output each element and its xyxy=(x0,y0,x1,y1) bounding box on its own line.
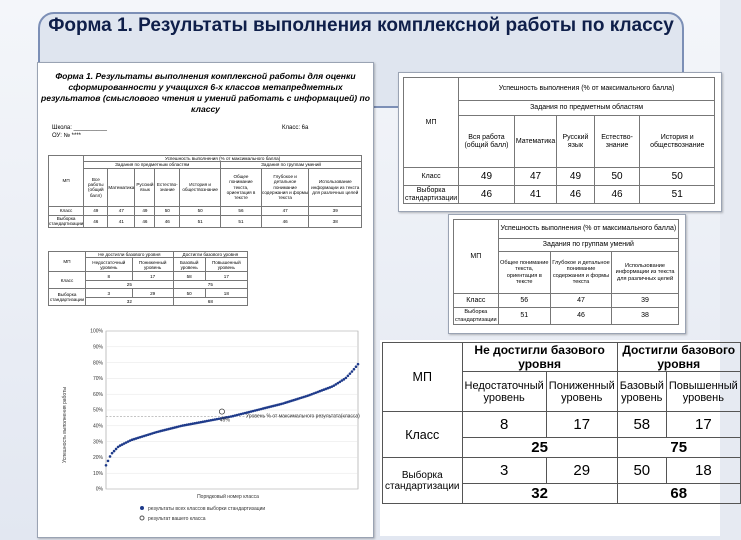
cell: 51 xyxy=(498,308,550,325)
cell: 8 xyxy=(462,412,546,438)
level-header: Недостаточный уровень xyxy=(86,258,133,272)
level-header: Пониженный уровень xyxy=(546,372,617,412)
cell: 46 xyxy=(557,186,594,204)
skills-table-paper xyxy=(448,214,686,334)
column-header: История и обществознание xyxy=(640,116,715,168)
cell: 50 xyxy=(640,168,715,186)
row-label: Выборка стандартизации xyxy=(49,215,84,227)
group-cell: Задания по предметным областям xyxy=(459,101,715,116)
total-cell: 75 xyxy=(173,281,247,289)
cell: 18 xyxy=(205,289,247,298)
level-header: Повышенный уровень xyxy=(666,372,740,412)
cell: 47 xyxy=(108,206,135,215)
series-point xyxy=(113,450,116,453)
y-tick-label: 30% xyxy=(92,439,103,446)
column-header: Математика xyxy=(108,168,135,206)
y-tick-label: 0% xyxy=(95,486,103,493)
column-header: Общее понимание текста, ориентация в тексте xyxy=(498,252,550,294)
cell: 3 xyxy=(462,458,546,484)
row-label: Выборка стандартизации xyxy=(405,186,458,202)
row-label: Класс xyxy=(454,294,499,308)
subject-group-cell: Задания по предметным областям xyxy=(84,162,221,168)
series-point xyxy=(353,368,356,371)
chart-note: Уровень % от максимального результата(класса) xyxy=(245,413,360,420)
cell: 8 xyxy=(86,272,133,281)
series-point xyxy=(109,455,112,458)
group-cell: Задания по группам умений xyxy=(498,239,678,252)
series-point xyxy=(345,377,348,380)
total-cell: 25 xyxy=(86,281,174,289)
subject-table-paper xyxy=(398,72,722,212)
series-point xyxy=(351,370,354,373)
y-tick-label: 20% xyxy=(92,455,103,462)
row-label: Класс xyxy=(49,272,86,289)
legend-marker-class xyxy=(140,516,144,520)
skills-table xyxy=(453,219,679,325)
column-header: Глубокое и детальное понимание содержания и формы текста xyxy=(550,252,611,294)
cell: 3 xyxy=(86,289,133,298)
school-label: Школа: __________ xyxy=(52,125,107,131)
row-label: Выборка стандартизации xyxy=(383,458,463,504)
level-header: Базовый уровень xyxy=(617,372,666,412)
y-tick-label: 60% xyxy=(92,391,103,398)
cell: 50 xyxy=(594,168,640,186)
cell: 17 xyxy=(205,272,247,281)
total-cell: 75 xyxy=(617,438,740,458)
cell: 47 xyxy=(261,206,309,215)
cell: 46 xyxy=(261,215,309,227)
legend-all: результаты всех классов выборки стандартизации xyxy=(148,506,266,512)
success-chart xyxy=(58,325,363,533)
series-point xyxy=(347,374,350,377)
cell: 41 xyxy=(108,215,135,227)
series-point xyxy=(105,464,108,467)
total-cell: 68 xyxy=(173,298,247,306)
series-point xyxy=(115,448,118,451)
legend-class: результат вашего класса xyxy=(148,516,206,522)
cell: 50 xyxy=(173,289,205,298)
column-header: Русский язык xyxy=(135,168,155,206)
header-cell: Успешность выполнения (% от максимального балла) xyxy=(459,78,715,101)
ou-label: ОУ: № **** xyxy=(52,133,82,139)
cell: 49 xyxy=(135,206,155,215)
y-tick-label: 70% xyxy=(92,376,103,383)
document-page xyxy=(37,62,374,538)
chart-x-label: Порядковый номер класса xyxy=(197,494,259,500)
mp-cell: МП xyxy=(454,220,499,294)
row-label: Класс xyxy=(49,206,84,215)
cell: 56 xyxy=(221,206,262,215)
cell: 46 xyxy=(459,186,515,204)
cell: 56 xyxy=(498,294,550,308)
not-reached-header: Не достигли базового уровня xyxy=(86,252,174,258)
cell: 51 xyxy=(180,215,221,227)
cell: 39 xyxy=(612,294,679,308)
column-header: Математика xyxy=(514,116,556,168)
header-cell: Успешность выполнения (% от максимального балла) xyxy=(498,220,678,239)
column-header: История и обществознание xyxy=(180,168,221,206)
column-header: Естество-знание xyxy=(155,168,180,206)
cell: 50 xyxy=(155,206,180,215)
cell: 17 xyxy=(546,412,617,438)
y-tick-label: 100% xyxy=(90,328,103,335)
cell: 49 xyxy=(459,168,515,186)
series-point xyxy=(107,460,110,463)
document-heading: Форма 1. Результаты выполнения комплексной работы для оценки сформированности у учащихся 6-х классов метапредметных результатов (смыслового чтения и умений работать с информацией) по классу xyxy=(40,71,370,114)
series-point xyxy=(111,452,114,455)
class-result-label: 49% xyxy=(219,417,230,424)
level-header: Повышенный уровень xyxy=(205,258,247,272)
column-header: Естество-знание xyxy=(594,116,640,168)
column-header: Использование информации из текста для различных целей xyxy=(612,252,679,294)
cell: 41 xyxy=(514,186,556,204)
mp-cell: МП xyxy=(383,343,463,412)
not-reached-header: Не достигли базового уровня xyxy=(462,343,617,372)
total-cell: 68 xyxy=(617,484,740,504)
level-header: Недостаточный уровень xyxy=(462,372,546,412)
cell: 29 xyxy=(546,458,617,484)
cell: 51 xyxy=(221,215,262,227)
total-cell: 32 xyxy=(462,484,617,504)
y-tick-label: 90% xyxy=(92,344,103,351)
cell: 47 xyxy=(550,294,611,308)
column-header: Русский язык xyxy=(557,116,594,168)
column-header: Использование информации из текста для различных целей xyxy=(309,168,362,206)
cell: 46 xyxy=(135,215,155,227)
cell: 38 xyxy=(309,215,362,227)
y-tick-label: 50% xyxy=(92,407,103,414)
level-table-paper xyxy=(380,340,738,536)
level-table xyxy=(382,342,741,504)
column-header: Вся работа (общий балл) xyxy=(459,116,515,168)
mp-cell: МП xyxy=(49,252,86,272)
cell: 49 xyxy=(557,168,594,186)
header-cell: Успешность выполнения (% от максимального балла) xyxy=(84,156,362,162)
row-label: Выборка стандартизации xyxy=(455,309,497,323)
cell: 38 xyxy=(612,308,679,325)
cell: 49 xyxy=(84,206,108,215)
row-label: Класс xyxy=(383,412,463,458)
class-result-point xyxy=(219,409,224,414)
total-cell: 32 xyxy=(86,298,174,306)
cell: 51 xyxy=(640,186,715,204)
series-point xyxy=(355,365,358,368)
cell: 17 xyxy=(132,272,173,281)
total-cell: 25 xyxy=(462,438,617,458)
class-label: Класс: 6а xyxy=(282,125,309,131)
cell: 18 xyxy=(666,458,740,484)
chart-y-label: Успешность выполнения работы xyxy=(62,387,68,463)
column-header: Глубокое и детальное понимание содержания и формы текста xyxy=(261,168,309,206)
cell: 46 xyxy=(594,186,640,204)
cell: 50 xyxy=(180,206,221,215)
column-header: Все работы (общий балл) xyxy=(84,168,108,206)
row-label: Выборка стандартизации xyxy=(49,289,86,306)
chart-plot xyxy=(90,329,360,493)
cell: 46 xyxy=(84,215,108,227)
legend-marker-all xyxy=(140,506,144,510)
reached-header: Достигли базового уровня xyxy=(173,252,247,258)
cell: 17 xyxy=(666,412,740,438)
mp-cell: МП xyxy=(49,156,84,207)
level-header: Базовый уровень xyxy=(173,258,205,272)
row-label: Класс xyxy=(404,168,459,186)
results-table-small xyxy=(48,155,362,228)
column-header: Общее понимание текста, ориентация в тексте xyxy=(221,168,262,206)
cell: 58 xyxy=(173,272,205,281)
cell: 58 xyxy=(617,412,666,438)
cell: 46 xyxy=(155,215,180,227)
level-table-small xyxy=(48,251,248,306)
cell: 39 xyxy=(309,206,362,215)
cell: 50 xyxy=(617,458,666,484)
skill-group-cell: Задания по группам умений xyxy=(221,162,362,168)
cell: 46 xyxy=(550,308,611,325)
y-tick-label: 10% xyxy=(92,470,103,477)
subject-table xyxy=(403,77,715,204)
slide-title: Форма 1. Результаты выполнения комплексной работы по классу xyxy=(48,15,674,36)
series-point xyxy=(357,363,360,366)
mp-cell: МП xyxy=(404,78,459,168)
reached-header: Достигли базового уровня xyxy=(617,343,740,372)
y-tick-label: 40% xyxy=(92,423,103,430)
level-header: Пониженный уровень xyxy=(132,258,173,272)
series-point xyxy=(349,372,352,375)
cell: 29 xyxy=(132,289,173,298)
cell: 47 xyxy=(514,168,556,186)
y-tick-label: 80% xyxy=(92,360,103,367)
